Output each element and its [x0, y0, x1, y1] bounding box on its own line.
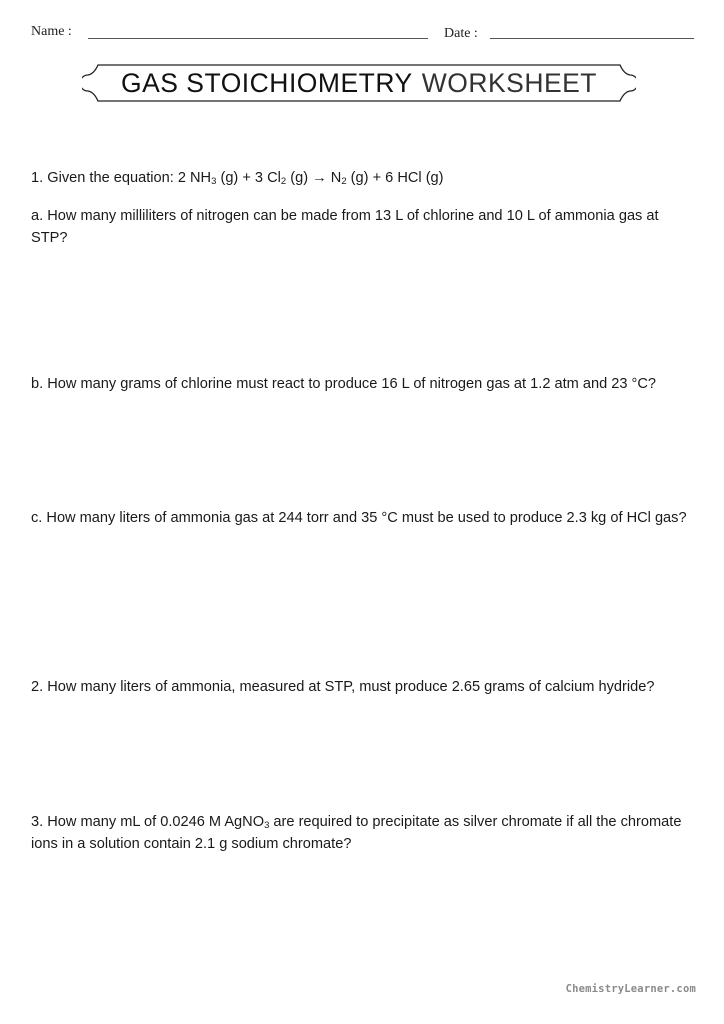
name-label: Name :	[31, 24, 72, 39]
date-label: Date :	[444, 26, 478, 41]
footer-brand: ChemistryLearner.com	[565, 983, 696, 995]
question-3: 3. How many mL of 0.0246 M AgNO$_3$ are required to precipitate as silver chromate if all the chromate ions in a solution contain 2.1 g sodium chromate?	[31, 814, 682, 852]
name-input-line[interactable]	[88, 38, 428, 39]
title-banner	[82, 62, 636, 104]
question-1-intro: 1. Given the equation: 2 $NH_3$ (g) + 3 $Cl_2$ $(g) \to N_2$ (g) + 6 HCl (g)	[31, 170, 444, 187]
date-input-line[interactable]	[490, 38, 694, 39]
question-1c: c. How many liters of ammonia gas at 244 torr and 35 °C must be used to produce 2.3 kg of HCl gas?	[31, 510, 687, 526]
question-1b: b. How many grams of chlorine must react to produce 16 L of nitrogen gas at 1.2 atm and 23 °C?	[31, 376, 657, 392]
page-title	[82, 62, 636, 104]
title-main: GAS STOICHIOMETRY	[120, 67, 413, 98]
question-1a: a. How many milliliters of nitrogen can be made from 13 L of chlorine and 10 L of ammonia gas at STP?	[31, 208, 659, 246]
question-2: 2. How many liters of ammonia, measured at STP, must produce 2.65 grams of calcium hydride?	[31, 679, 655, 695]
title-worksheet: WORKSHEET	[421, 67, 597, 98]
